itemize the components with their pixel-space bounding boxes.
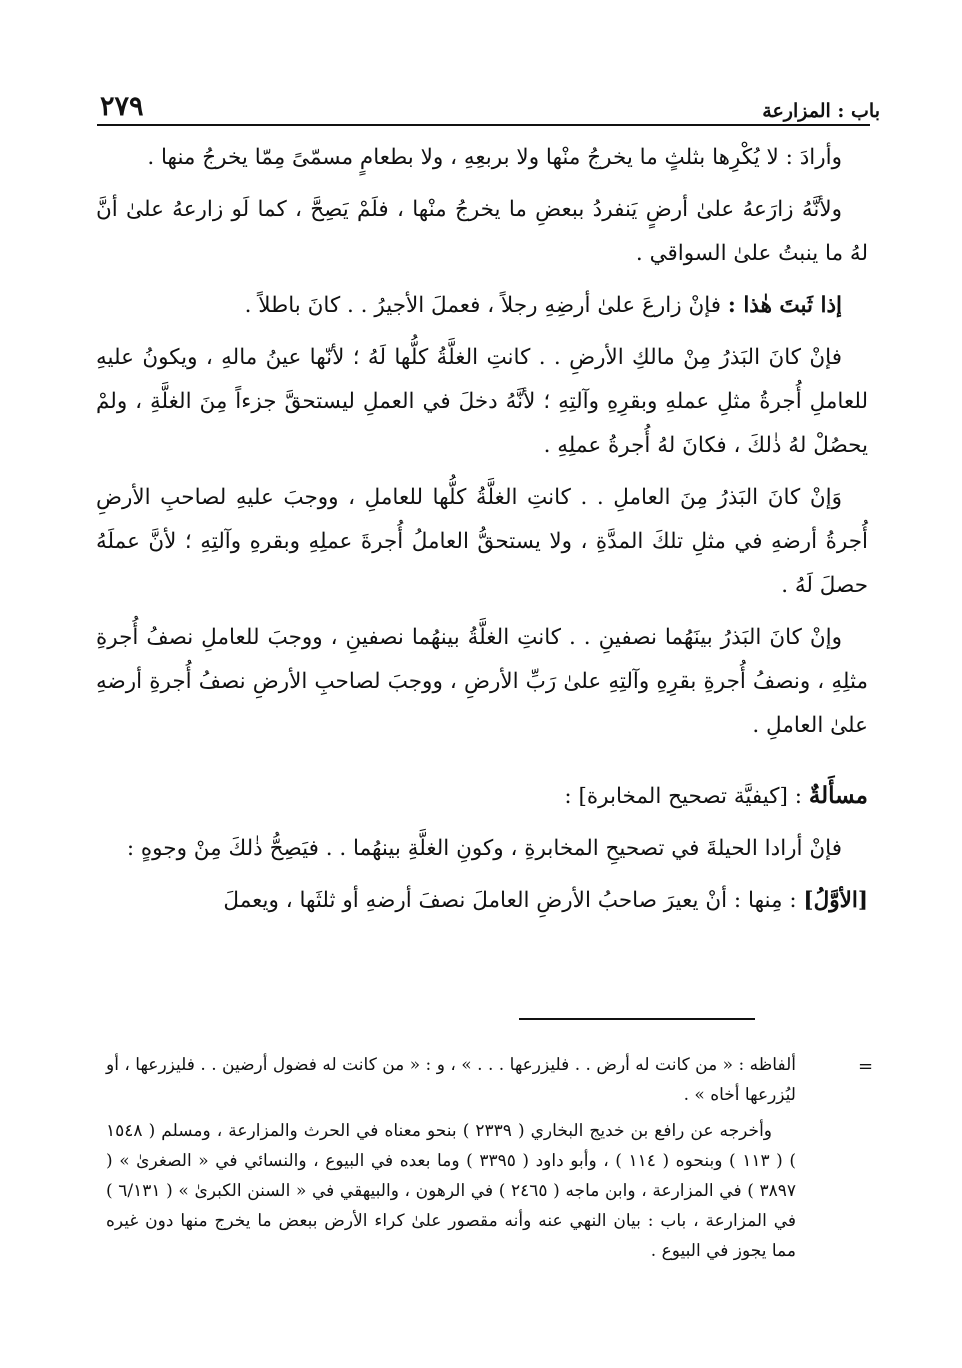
footnote-line-1: ألفاظه : « من كانت له أرض . . فليزرعها . . . » ، و : « من كانت له فضول أرضين . . فليزرعها ، أو ليُزرعها أخاه » . — [106, 1055, 796, 1105]
footnote-continuation-mark: = — [858, 1056, 874, 1077]
footnote-line-2: وأخرجه عن رافع بن خديج البخاري ( ٢٣٣٩ ) بنحو معناه في الحرث والمزارعة ، ومسلم ( ١٥٤٨ ) ( ١١٣ ) وبنحوه ( ١١٤ ) ، وأبو داود ( ٣٣٩٥ ) وما بعده في البيوع ، والنسائي في « الصغرىٰ » ( ٣٨٩٧ ) في المزارعة ، وابن ماجه ( ٢٤٦٥ ) في الرهون ، والبيهقي في « السنن الكبرىٰ » ( ٦/١٣١ ) في المزارعة ، باب : بيان النهي عنه وأنه مقصور علىٰ كراء الأرض ببعض ما يخرج منها دون غيره مما يجوز في البيوع . — [106, 1121, 796, 1261]
footnote-rule — [519, 1018, 755, 1020]
paragraph-1: وأرادَ : لا يُكْرِها بثلثٍ ما يخرجُ منْها ولا بربعِهِ ، ولا بطعامٍ مسمّىً مِمّا يخرجُ منها . — [147, 145, 842, 170]
paragraph-3-text: فإنْ زارعَ علىٰ أرضِهِ رجلاً ، فعملَ الأجيرُ . . كانَ باطلاً . — [244, 293, 722, 318]
paragraph-2: ولأنَّهُ زارَعهُ علىٰ أرضٍ يَنفردُ ببعضِ ما يخرجُ منْها ، فلَمْ يَصِحَّ ، كما لَو زارعهُ علىٰ أنَّ لهُ ما ينبتُ علىٰ السواقي . — [96, 197, 868, 266]
paragraph-8-text: : مِنها : أنْ يعيرَ صاحبُ الأرضِ العاملَ نصفَ أرضهِ أو ثلثَها ، ويعملَ — [223, 888, 797, 913]
page-number: ٢٧٩ — [100, 91, 144, 122]
masala-title: : [كيفيَّة تصحيح المخابرة] : — [564, 784, 802, 809]
paragraph-7: فإنْ أرادا الحيلةَ في تصحيحِ المخابرةِ ، وكونِ الغلَّةِ بينهُما . . فيَصِحُّ ذٰلكَ مِنْ وجوهٍ : — [126, 836, 842, 861]
chapter-title: باب : المزارعة — [762, 100, 880, 122]
paragraph-8 — [96, 879, 868, 923]
header-rule — [97, 124, 870, 126]
paragraph-8-lead: [الأوَّلُ] — [803, 888, 868, 913]
masala-label: مسأَلةٌ — [808, 782, 868, 809]
running-header — [100, 88, 880, 122]
paragraph-5: وَإنْ كانَ البَذرُ مِنَ العاملِ . . كانتِ الغلَّةُ كلُّها للعاملِ ، ووجبَ عليهِ لصاحبِ الأرضِ أُجرةُ أرضهِ في مثلِ تلكَ المدَّةِ ، ولا يستحقُّ العاملُ أُجرةَ عملِهِ وبقرهِ وآلتِهِ ؛ لأنَّ عملَهُ حصلَ لَهُ . — [96, 485, 868, 598]
footnote — [106, 1050, 796, 1272]
paragraph-6: وإنْ كانَ البَذرُ بينَهُما نصفينِ . . كانتِ الغلَّةُ بينهُما نصفينِ ، ووجبَ للعاملِ نصفُ أُجرةِ مثلِهِ ، ونصفُ أُجرةِ بقرِهِ وآلتِهِ علىٰ رَبِّ الأرضِ ، ووجبَ لصاحبِ الأرضِ نصفُ أُجرةِ أرضهِ علىٰ العاملِ . — [96, 625, 868, 738]
main-text — [96, 136, 868, 931]
masala-heading — [96, 774, 868, 819]
paragraph-3-lead: إذا ثَبتَ هٰذا : — [727, 293, 842, 318]
paragraph-4: فإنْ كانَ البَذرُ مِنْ مالكِ الأرضِ . . كانتِ الغلَّةُ كلُّها لَهُ ؛ لأنّها عينُ مالهِ ، ويكونُ عليهِ للعاملِ أُجرةُ مثلِ عملهِ وبقرِهِ وآلتِهِ ؛ لأنَّهُ دخلَ في العملِ ليستحقَّ جزءاً مِنَ الغلَّةِ ، ولمْ يحصُلْ لهُ ذٰلكَ ، فكانَ لهُ أُجرةُ عملِهِ . — [96, 345, 868, 458]
paragraph-3 — [96, 284, 868, 328]
